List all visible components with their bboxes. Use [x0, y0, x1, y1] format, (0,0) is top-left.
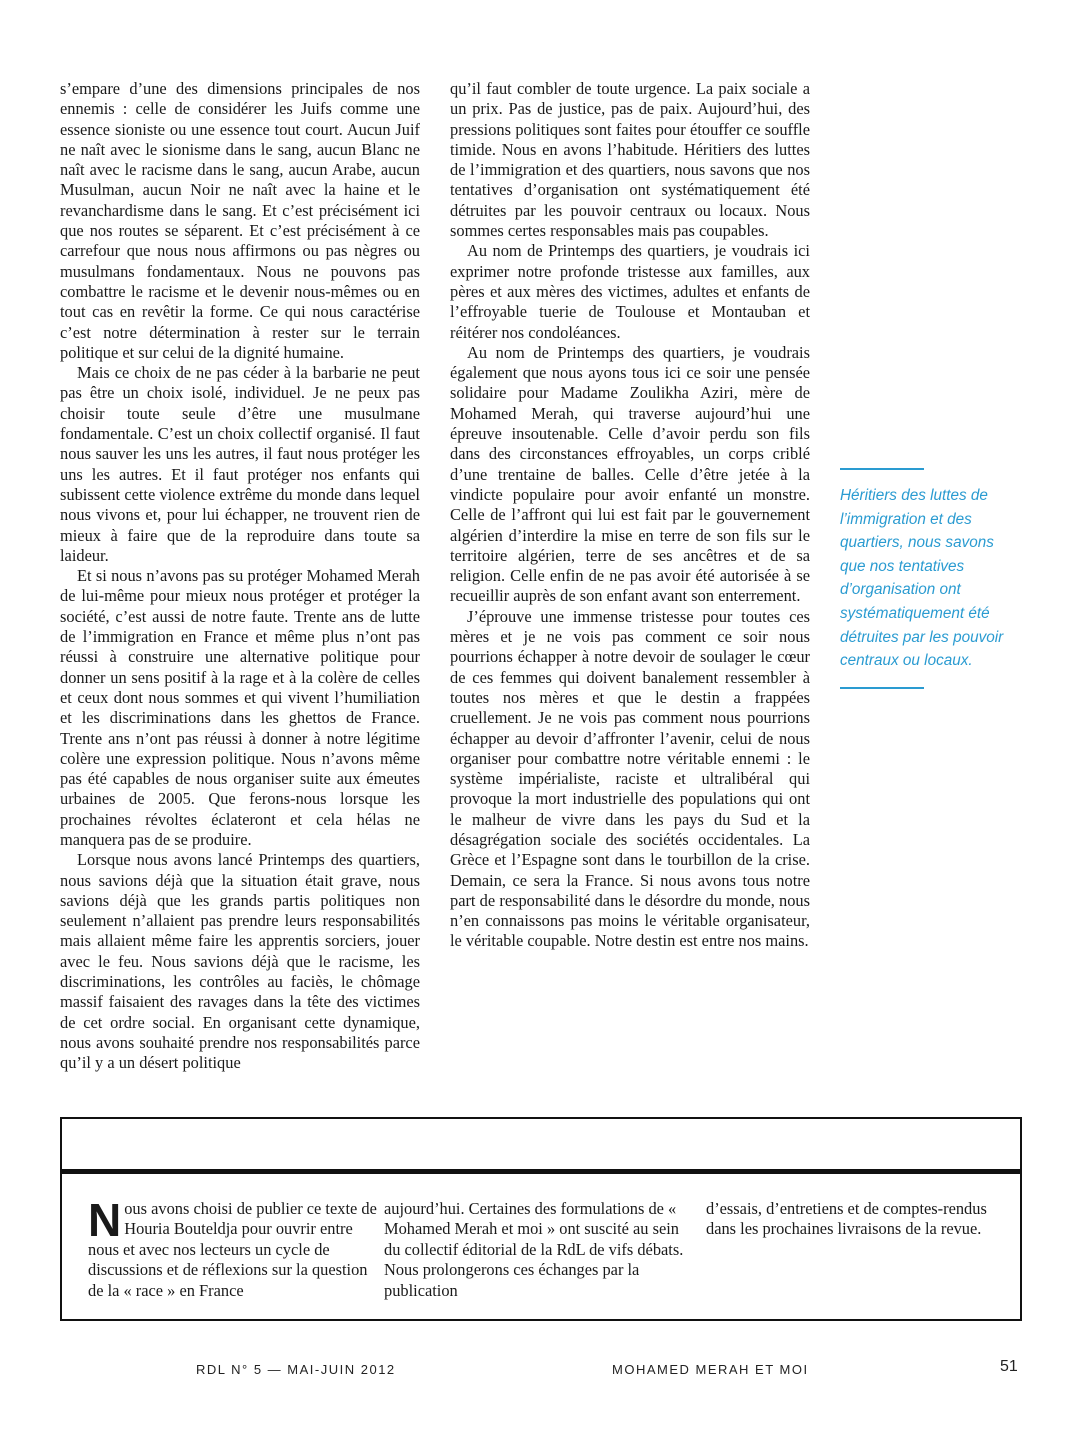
paragraph: Lorsque nous avons lancé Printemps des quartiers, nous savions déjà que la situation était grave, nous savions déjà que les grands partis politiques non seulement n’allaient pas prendre leurs responsabilités mais allaient même faire les apprentis sorciers, jouer avec le feu. Nous savions déjà que le racisme, les discriminations, les contrôles au faciès, le chômage massif faisaient des ravages dans la tête des victimes de cet ordre social. En organisant cette dynamique, nous avons souhaité prendre nos responsabilités parce qu’il y a un désert politique [60, 850, 420, 1073]
article-column-1 [60, 79, 420, 1074]
editor-note-column-3: d’essais, d’entretiens et de comptes-rendus dans les prochaines livraisons de la revue. [706, 1199, 987, 1239]
paragraph: Au nom de Printemps des quartiers, je voudrais également que nous ayons tous ici ce soir une pensée solidaire pour Madame Zoulikha Aziri, mère de Mohamed Merah, qui traverse aujourd’hui une épreuve insoutenable. Celle d’avoir perdu son fils dans des circonstances effroyables, un corps criblé d’une trentaine de balles. Celle d’être jetée à la vindicte populaire pour avoir enfanté un monstre. Celle de l’affront qui lui est fait par le gouvernement algérien d’interdire la mise en terre de son fils sur le territoire algérien, terre de ses ancêtres et de sa religion. Celle enfin de ne pas avoir été autorisée à se recueillir auprès de son enfant avant son enterrement. [450, 342, 810, 606]
article-column-2 [450, 79, 810, 952]
paragraph: s’empare d’une des dimensions principales de nos ennemis : celle de considérer les Juifs comme une essence sioniste ou une essence tout court. Aucun Juif ne naît avec le sionisme dans le sang, aucun Blanc ne naît avec le racisme dans le sang, aucun Arabe, aucun Musulman, aucun Noir ne naît avec la haine et le revanchardisme dans le sang. Et c’est précisément ici que nos routes se séparent. Et c’est précisément à ce carrefour que nous nous affirmons ou pas nègres ou musulmans fondamentaux. Nous ne pouvons pas combattre le racisme et le devenir nous-mêmes ou en tout cas en revêtir la forme. Ce qui nous caractérise c’est notre détermination à rester sur le terrain politique et sur celui de la dignité humaine. [60, 79, 420, 362]
editor-note-text: ous avons choisi de publier ce texte de Houria Bouteldja pour ouvrir entre nous et avec nos lecteurs un cycle de discussions et de réflexions sur la question de la « race » en France [88, 1199, 377, 1300]
paragraph: qu’il faut combler de toute urgence. La paix sociale a un prix. Pas de justice, pas de paix. Aujourd’hui, des pressions politiques sont faites pour étouffer ce souffle timide. Nous en avons l’habitude. Héritiers des luttes de l’immigration et des quartiers, nous savons que nos tentatives d’organisation ont systématiquement été détruites par les pouvoir centraux ou locaux. Nous sommes certes responsables mais pas coupables. [450, 79, 810, 241]
pull-quote [840, 468, 1010, 689]
paragraph: Mais ce choix de ne pas céder à la barbarie ne peut pas être un choix isolé, individuel. Je ne peux pas choisir toute seule d’être une musulmane fondamentale. C’est un choix collectif organisé. Il faut nous sauver les uns les autres, il faut nous protéger les uns les autres. Et il faut protéger nos enfants qui subissent cette violence extrême du monde dans lequel nous vivons et, pour lui échapper, ne trouvent rien de mieux à faire que de la reproduire dans toute sa laideur. [60, 363, 420, 565]
page-number: 51 [1000, 1358, 1018, 1375]
paragraph: J’éprouve une immense tristesse pour toutes ces mères et je ne vois pas comment ce soir nous pourrions échapper à notre devoir de soulager le cœur de ces femmes qui doivent banalement ressembler à toutes nos mères et que le destin a frappées cruellement. Je ne vois pas comment nous pourrions échapper au devoir d’affronter l’avenir, celui de nous organiser pour combattre notre véritable ennemi : le système impérialiste, raciste et ultralibéral qui provoque la mort industrielle des populations qui ont le malheur de vivre dans les pays du Sud et la désagrégation sociale des sociétés occidentales. La Grèce et l’Espagne sont dans le tourbillon de la crise. Demain, ce sera la France. Si nous avons tous notre part de responsabilité dans le désordre du monde, nous n’en connaissons pas moins le véritable organisateur, le véritable coupable. Notre destin est entre nos mains. [450, 606, 810, 951]
drop-cap: N [88, 1194, 122, 1246]
editor-note-column-1 [88, 1194, 378, 1301]
editor-note-column-2: aujourd’hui. Certaines des formulations de « Mohamed Merah et moi » ont suscité au sein du collectif éditorial de la RdL de vifs débats. Nous prolongerons ces échanges par la publication [384, 1199, 684, 1300]
paragraph: Au nom de Printemps des quartiers, je voudrais ici exprimer notre profonde tristesse aux familles, aux pères et aux mères des victimes, adultes et enfants de l’effroyable tuerie de Toulouse et Montauban et réitérer nos condoléances. [450, 241, 810, 342]
pull-quote-text: Héritiers des luttes de l’immigration et des quartiers, nous savons que nos tentatives d’organisation ont systématiquement été détruites par les pouvoir centraux ou locaux. [840, 487, 1004, 670]
footer-issue-info: RDL N° 5 — MAI-JUIN 2012 [196, 1362, 396, 1377]
footer-article-title: MOHAMED MERAH ET MOI [612, 1362, 809, 1377]
paragraph: Et si nous n’avons pas su protéger Mohamed Merah de lui-même pour mieux nous protéger et protéger la société, c’est aussi de notre faute. Trente ans de lutte de l’immigration en France et même plus n’ont pas réussi à construire une alternative politique pour donner un sens positif à la rage et à la colère de celles et ceux dont nous sommes et qui vivent l’humiliation et les discriminations dans les ghettos de France. Trente ans n’ont pas réussi à donner à notre légitime colère une expression politique. Nous n’avons même pas été capables de nous organiser suite aux émeutes urbaines de 2005. Que ferons-nous lorsque les prochaines révoltes éclateront et cela hélas ne manquera pas de se produire. [60, 566, 420, 849]
pull-quote-top-rule [840, 468, 924, 470]
pull-quote-bottom-rule [840, 687, 924, 689]
editor-note-divider [62, 1169, 1020, 1174]
editor-note-box [60, 1117, 1022, 1321]
